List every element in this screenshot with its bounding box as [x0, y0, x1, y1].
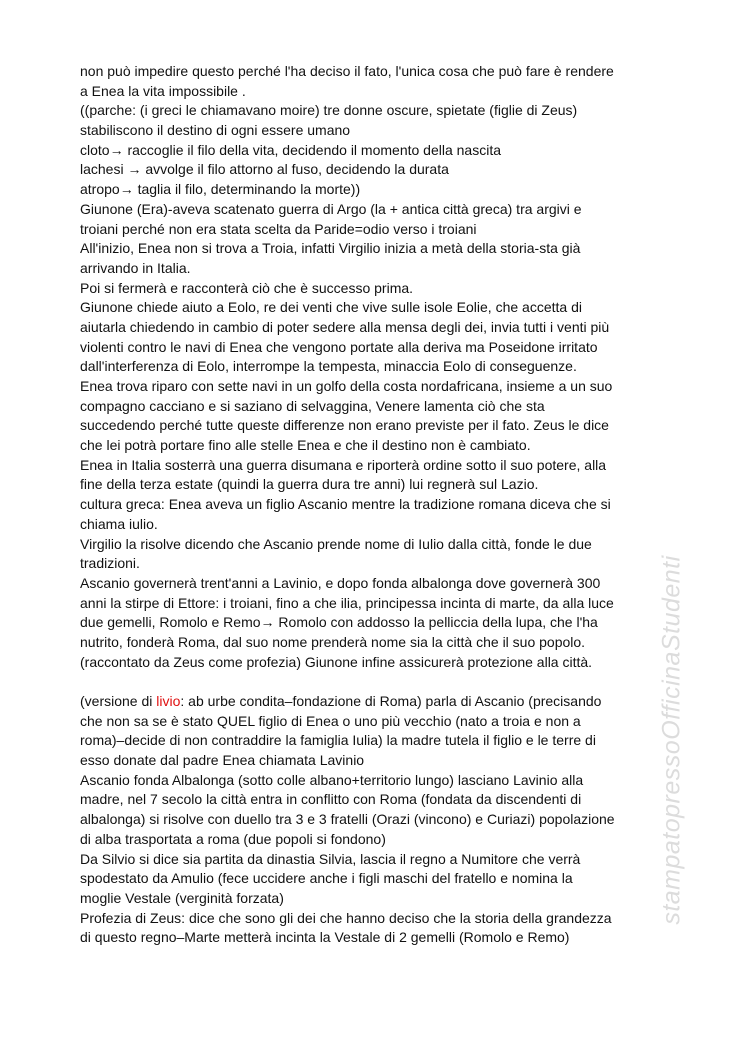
text-segment: (raccontato da Zeus come profezia) Giunone infine assicurerà protezione alla città. [80, 653, 593, 670]
text-line [80, 101, 680, 121]
text-segment: aiutarla chiedendo in cambio di poter sedere alla mensa degli dei, invia tutti i venti più [80, 318, 610, 335]
text-line [80, 594, 680, 614]
text-segment: succedendo perché tutte queste differenze non erano previste per il fato. Zeus le dice [80, 417, 609, 434]
text-segment: che non sa se è stato QUEL figlio di Enea o uno più vecchio (nato a troia e non a [80, 712, 581, 729]
text-segment: albalonga) si risolve con duello tra 3 e 3 fratelli (Orazi (vincono) e Curiazi) popolazione [80, 811, 615, 828]
text-line [80, 62, 680, 82]
text-line [80, 279, 680, 299]
text-segment: che lei potrà portare fino alle stelle Enea e che il destino non è cambiato. [80, 437, 531, 454]
text-segment: : ab urbe condita–fondazione di Roma) parla di Ascanio (precisando [180, 693, 602, 709]
highlighted-word: livio [156, 693, 181, 709]
text-line [80, 771, 680, 791]
text-segment: cultura greca: Enea aveva un figlio Ascanio mentre la tradizione romana diceva che si [80, 496, 611, 513]
text-line [80, 850, 680, 870]
text-line [80, 121, 680, 141]
text-line [80, 298, 680, 318]
text-segment: compagno cacciano e si saziano di selvaggina, Venere lamenta ciò che sta [80, 397, 545, 414]
text-line [80, 416, 680, 436]
text-line [80, 633, 680, 653]
text-line [80, 751, 680, 771]
text-line [80, 613, 680, 633]
text-segment: (versione di [80, 693, 157, 709]
text-line [80, 495, 680, 515]
text-line [80, 653, 680, 673]
text-line [80, 200, 680, 220]
text-segment: Ascanio fonda Albalonga (sotto colle albano+territorio lungo) lasciano Lavinio alla [80, 771, 584, 788]
text-segment: stabiliscono il destino di ogni essere umano [80, 122, 351, 139]
text-line [80, 338, 680, 358]
text-segment: a Enea la vita impossibile . [80, 82, 246, 99]
text-line [80, 909, 680, 929]
text-segment: dall'interferenza di Eolo, interrompe la tempesta, minaccia Eolo di conseguenze. [80, 358, 577, 375]
text-line [80, 259, 680, 279]
text-segment: tradizioni. [80, 555, 140, 572]
text-line [80, 397, 680, 417]
text-segment: fine della terza estate (quindi la guerra dura tre anni) lui regnerà sul Lazio. [80, 476, 539, 493]
text-line [80, 377, 680, 397]
text-segment: Enea trova riparo con sette navi in un golfo della costa nordafricana, insieme a un suo [80, 378, 613, 394]
text-line [80, 692, 680, 712]
text-line [80, 731, 680, 751]
text-segment: atropo→ taglia il filo, determinando la morte)) [80, 181, 361, 198]
text-segment: troiani perché non era stata scelta da Paride=odio verso i troiani [80, 220, 477, 237]
text-segment: lachesi → avvolge il filo attorno al fuso, decidendo la durata [80, 161, 449, 178]
text-line [80, 220, 680, 240]
blank-line [80, 672, 680, 692]
text-line [80, 712, 680, 732]
text-line [80, 475, 680, 495]
text-segment: Virgilio la risolve dicendo che Ascanio prende nome di Iulio dalla città, fonde le due [80, 535, 592, 552]
text-line [80, 889, 680, 909]
text-line [80, 535, 680, 555]
text-segment: non può impedire questo perché l'ha deciso il fato, l'unica cosa che può fare è rendere [80, 63, 614, 79]
text-line [80, 554, 680, 574]
text-segment: All'inizio, Enea non si trova a Troia, infatti Virgilio inizia a metà della storia-sta già [80, 240, 581, 257]
text-segment: Giunone chiede aiuto a Eolo, re dei venti che vive sulle isole Eolie, che accetta di [80, 299, 582, 316]
text-segment: di alba trasportata a roma (due popoli si fondono) [80, 830, 386, 847]
text-segment: anni la stirpe di Ettore: i troiani, fino a che ilia, principessa incinta di marte, da alla luce [80, 594, 614, 611]
text-segment: due gemelli, Romolo e Remo→ Romolo con addosso la pelliccia della lupa, che l'ha [80, 614, 598, 631]
text-line [80, 357, 680, 377]
text-line [80, 810, 680, 830]
text-line [80, 436, 680, 456]
text-line [80, 160, 680, 180]
text-segment: Giunone (Era)-aveva scatenato guerra di Argo (la + antica città greca) tra argivi e [80, 200, 582, 217]
text-segment: di questo regno–Marte metterà incinta la Vestale di 2 gemelli (Romolo e Remo) [80, 929, 570, 946]
text-segment: Poi si fermerà e racconterà ciò che è successo prima. [80, 279, 414, 296]
text-line [80, 239, 680, 259]
text-segment: moglie Vestale (verginità forzata) [80, 889, 284, 906]
text-segment: madre, nel 7 secolo la città entra in conflitto con Roma (fondata da discendenti di [80, 791, 582, 808]
text-line [80, 141, 680, 161]
text-segment: Profezia di Zeus: dice che sono gli dei che hanno deciso che la storia della grandezza [80, 909, 612, 926]
text-line [80, 456, 680, 476]
text-segment: Enea in Italia sosterrà una guerra disumana e riporterà ordine sotto il suo potere, alla [80, 456, 607, 473]
text-segment: ((parche: (i greci le chiamavano moire) tre donne oscure, spietate (figlie di Zeus) [80, 102, 578, 119]
text-line [80, 180, 680, 200]
text-segment: violenti contro le navi di Enea che vengono portate alla deriva ma Poseidone irritato [80, 338, 598, 355]
text-line [80, 515, 680, 535]
text-segment: roma)–decide di non contraddire la famiglia Iulia) la madre tutela il figlio e le terre di [80, 732, 596, 749]
text-segment: esso donate dal padre Enea chiamata Lavinio [80, 752, 365, 769]
text-segment: Da Silvio si dice sia partita da dinastia Silvia, lascia il regno a Numitore che verrà [80, 850, 581, 867]
text-segment: spodestato da Amulio (fece uccidere anche i figli maschi del fratello e nomina la [80, 870, 573, 887]
text-segment: cloto→ raccoglie il filo della vita, decidendo il momento della nascita [80, 141, 501, 158]
text-segment: nutrito, fonderà Roma, dal suo nome prenderà nome sia la città che il suo popolo. [80, 633, 586, 650]
text-line [80, 790, 680, 810]
watermark: stampatopressoOfficinaStudenti [657, 555, 686, 925]
text-line [80, 82, 680, 102]
text-line [80, 869, 680, 889]
text-segment: Ascanio governerà trent'anni a Lavinio, e dopo fonda albalonga dove governerà 300 [80, 574, 601, 591]
text-line [80, 928, 680, 948]
text-segment: arrivando in Italia. [80, 259, 191, 276]
text-line [80, 574, 680, 594]
document-body [80, 62, 680, 948]
text-segment: chiama iulio. [80, 515, 158, 532]
text-line [80, 830, 680, 850]
text-line [80, 318, 680, 338]
